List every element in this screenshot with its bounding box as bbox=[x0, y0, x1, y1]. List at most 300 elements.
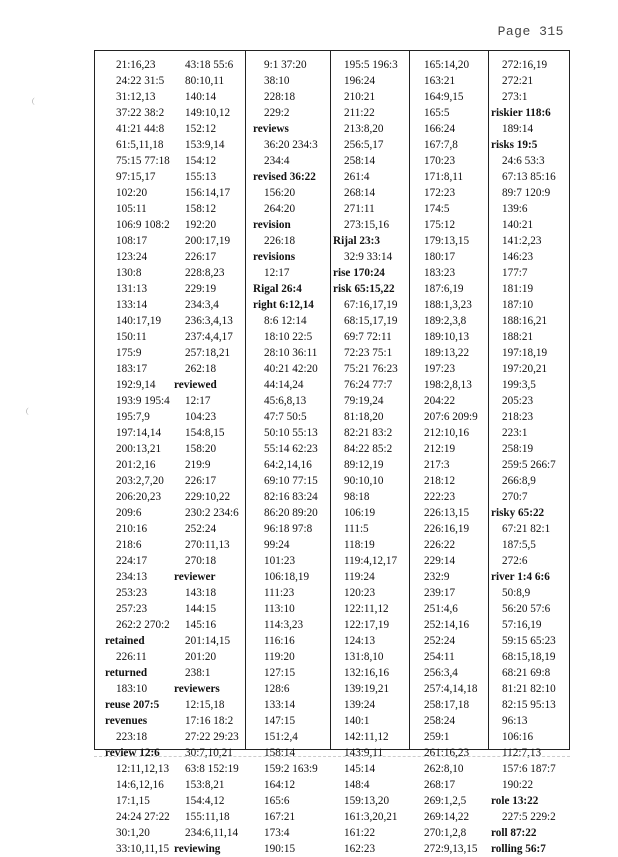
index-reference: 75:21 76:23 bbox=[344, 363, 398, 375]
index-reference: 210:16 bbox=[116, 523, 148, 535]
index-reference: 102:20 bbox=[116, 187, 148, 199]
index-reference: 112:7,13 bbox=[502, 747, 542, 759]
index-reference: 120:23 bbox=[344, 587, 376, 599]
index-reference: 106:18,19 bbox=[264, 571, 310, 583]
index-reference: 187:10 bbox=[502, 299, 534, 311]
index-reference: 258:24 bbox=[424, 715, 456, 727]
index-term: reviewers bbox=[174, 683, 220, 695]
index-reference: 273:15,16 bbox=[344, 219, 390, 231]
index-reference: 217:3 bbox=[424, 459, 450, 471]
index-reference: 162:23 bbox=[344, 843, 376, 855]
index-term: Rigal 26:4 bbox=[253, 283, 302, 295]
index-reference: 56:20 57:6 bbox=[502, 603, 551, 615]
index-reference: 145:14 bbox=[344, 763, 376, 775]
column-divider bbox=[409, 51, 410, 749]
index-reference: 82:21 83:2 bbox=[344, 427, 393, 439]
index-reference: 269:1,2,5 bbox=[424, 795, 467, 807]
index-reference: 207:6 209:9 bbox=[424, 411, 478, 423]
index-reference: 143:18 bbox=[185, 587, 217, 599]
index-reference: 32:9 33:14 bbox=[344, 251, 393, 263]
index-column-4 bbox=[333, 57, 408, 855]
index-reference: 144:15 bbox=[185, 603, 217, 615]
index-term: riskier 118:6 bbox=[491, 107, 551, 119]
index-reference: 143:9,11 bbox=[344, 747, 384, 759]
index-reference: 228:8,23 bbox=[185, 267, 225, 279]
index-reference: 193:9 195:4 bbox=[116, 395, 170, 407]
index-reference: 205:23 bbox=[502, 395, 534, 407]
index-term: returned bbox=[105, 667, 148, 679]
index-reference: 256:3,4 bbox=[424, 667, 458, 679]
column-divider bbox=[245, 51, 246, 749]
index-reference: 188:1,3,23 bbox=[424, 299, 472, 311]
index-column-5 bbox=[413, 57, 487, 855]
index-reference: 257:23 bbox=[116, 603, 148, 615]
index-reference: 124:13 bbox=[344, 635, 376, 647]
index-reference: 81:18,20 bbox=[344, 411, 384, 423]
index-reference: 159:13,20 bbox=[344, 795, 390, 807]
index-reference: 259:5 266:7 bbox=[502, 459, 556, 471]
index-reference: 262:18 bbox=[185, 363, 217, 375]
index-reference: 230:2 234:6 bbox=[185, 507, 239, 519]
index-reference: 158:20 bbox=[185, 443, 217, 455]
index-reference: 195:5 196:3 bbox=[344, 59, 398, 71]
index-reference: 127:15 bbox=[264, 667, 296, 679]
index-reference: 183:17 bbox=[116, 363, 148, 375]
index-reference: 68:15,17,19 bbox=[344, 315, 398, 327]
index-reference: 256:5,17 bbox=[344, 139, 384, 151]
index-reference: 183:23 bbox=[424, 267, 456, 279]
index-reference: 164:9,15 bbox=[424, 91, 464, 103]
index-reference: 273:1 bbox=[502, 91, 528, 103]
index-reference: 40:21 42:20 bbox=[264, 363, 318, 375]
index-reference: 139:19,21 bbox=[344, 683, 390, 695]
index-reference: 24:22 31:5 bbox=[116, 75, 165, 87]
index-reference: 177:7 bbox=[502, 267, 528, 279]
index-reference: 76:24 77:7 bbox=[344, 379, 393, 391]
index-reference: 252:24 bbox=[185, 523, 217, 535]
index-reference: 141:2,23 bbox=[502, 235, 542, 247]
index-reference: 222:23 bbox=[424, 491, 456, 503]
index-term: rolling 56:7 bbox=[491, 843, 546, 855]
index-reference: 150:11 bbox=[116, 331, 147, 343]
index-reference: 63:8 152:19 bbox=[185, 763, 239, 775]
index-reference: 146:23 bbox=[502, 251, 534, 263]
index-reference: 64:2,14,16 bbox=[264, 459, 312, 471]
index-reference: 223:1 bbox=[502, 427, 528, 439]
index-reference: 154:8,15 bbox=[185, 427, 225, 439]
index-reference: 33:10,11,15 bbox=[116, 843, 170, 855]
index-reference: 218:6 bbox=[116, 539, 142, 551]
index-reference: 41:21 44:8 bbox=[116, 123, 165, 135]
index-reference: 84:22 85:2 bbox=[344, 443, 393, 455]
index-reference: 118:19 bbox=[344, 539, 375, 551]
index-reference: 111:23 bbox=[264, 587, 295, 599]
index-reference: 239:17 bbox=[424, 587, 456, 599]
index-reference: 234:4 bbox=[264, 155, 290, 167]
index-reference: 226:18 bbox=[264, 235, 296, 247]
index-reference: 98:18 bbox=[344, 491, 370, 503]
index-reference: 31:12,13 bbox=[116, 91, 156, 103]
index-reference: 50:10 55:13 bbox=[264, 427, 318, 439]
index-reference: 213:8,20 bbox=[344, 123, 384, 135]
index-reference: 69:10 77:15 bbox=[264, 475, 318, 487]
index-reference: 187:6,19 bbox=[424, 283, 464, 295]
index-reference: 106:19 bbox=[344, 507, 376, 519]
index-reference: 264:20 bbox=[264, 203, 296, 215]
index-term: right 6:12,14 bbox=[253, 299, 314, 311]
index-reference: 101:23 bbox=[264, 555, 296, 567]
index-reference: 154:12 bbox=[185, 155, 217, 167]
index-reference: 170:23 bbox=[424, 155, 456, 167]
index-reference: 155:11,18 bbox=[185, 811, 230, 823]
index-reference: 259:1 bbox=[424, 731, 450, 743]
index-reference: 159:2 163:9 bbox=[264, 763, 318, 775]
index-term: revisions bbox=[253, 251, 296, 263]
index-reference: 272:6 bbox=[502, 555, 528, 567]
index-reference: 147:15 bbox=[264, 715, 296, 727]
index-reference: 131:13 bbox=[116, 283, 148, 295]
index-reference: 180:17 bbox=[424, 251, 456, 263]
index-reference: 219:9 bbox=[185, 459, 211, 471]
index-reference: 139:6 bbox=[502, 203, 528, 215]
index-term: reviewed bbox=[174, 379, 217, 391]
index-reference: 8:6 12:14 bbox=[264, 315, 307, 327]
index-reference: 197:20,21 bbox=[502, 363, 548, 375]
index-reference: 106:9 108:2 bbox=[116, 219, 170, 231]
index-reference: 140:14 bbox=[185, 91, 217, 103]
index-reference: 67:13 85:16 bbox=[502, 171, 556, 183]
index-term: retained bbox=[105, 635, 145, 647]
index-reference: 181:19 bbox=[502, 283, 534, 295]
index-term: revenues bbox=[105, 715, 148, 727]
index-reference: 218:23 bbox=[502, 411, 534, 423]
index-term: risk 65:15,22 bbox=[333, 283, 395, 295]
index-reference: 237:4,4,17 bbox=[185, 331, 233, 343]
index-reference: 17:1,15 bbox=[116, 795, 150, 807]
index-term: risky 65:22 bbox=[491, 507, 545, 519]
index-reference: 28:10 36:11 bbox=[264, 347, 318, 359]
index-reference: 166:24 bbox=[424, 123, 456, 135]
word-index-table bbox=[94, 50, 570, 855]
index-reference: 27:22 29:23 bbox=[185, 731, 239, 743]
index-reference: 188:21 bbox=[502, 331, 534, 343]
index-reference: 189:2,3,8 bbox=[424, 315, 467, 327]
scan-mark: ﹙ bbox=[22, 404, 33, 417]
index-reference: 261:4 bbox=[344, 171, 370, 183]
index-reference: 188:16,21 bbox=[502, 315, 548, 327]
index-reference: 161:22 bbox=[344, 827, 376, 839]
index-reference: 268:14 bbox=[344, 187, 376, 199]
index-reference: 209:6 bbox=[116, 507, 142, 519]
index-reference: 151:2,4 bbox=[264, 731, 298, 743]
index-reference: 57:16,19 bbox=[502, 619, 542, 631]
index-reference: 203:2,7,20 bbox=[116, 475, 164, 487]
index-reference: 270:18 bbox=[185, 555, 217, 567]
index-reference: 108:17 bbox=[116, 235, 148, 247]
index-reference: 253:23 bbox=[116, 587, 148, 599]
index-reference: 116:16 bbox=[264, 635, 295, 647]
index-reference: 96:18 97:8 bbox=[264, 523, 313, 535]
index-term: river 1:4 6:6 bbox=[491, 571, 550, 583]
index-reference: 272:16,19 bbox=[502, 59, 548, 71]
index-reference: 175:12 bbox=[424, 219, 456, 231]
index-reference: 12:17 bbox=[264, 267, 290, 279]
index-reference: 122:11,12 bbox=[344, 603, 389, 615]
index-term: review 12:6 bbox=[105, 747, 160, 759]
index-reference: 189:14 bbox=[502, 123, 534, 135]
index-reference: 204:22 bbox=[424, 395, 456, 407]
index-reference: 258:14 bbox=[344, 155, 376, 167]
index-reference: 192:20 bbox=[185, 219, 217, 231]
index-reference: 30:7,10,21 bbox=[185, 747, 233, 759]
index-reference: 206:20,23 bbox=[116, 491, 162, 503]
index-reference: 270:11,13 bbox=[185, 539, 230, 551]
index-reference: 148:4 bbox=[344, 779, 370, 791]
index-reference: 24:24 27:22 bbox=[116, 811, 170, 823]
index-reference: 18:10 22:5 bbox=[264, 331, 313, 343]
index-reference: 172:23 bbox=[424, 187, 456, 199]
index-reference: 187:5,5 bbox=[502, 539, 536, 551]
index-reference: 128:6 bbox=[264, 683, 290, 695]
index-reference: 119:4,12,17 bbox=[344, 555, 398, 567]
index-reference: 68:15,18,19 bbox=[502, 651, 556, 663]
index-reference: 272:21 bbox=[502, 75, 534, 87]
index-reference: 212:19 bbox=[424, 443, 456, 455]
index-reference: 270:7 bbox=[502, 491, 528, 503]
index-reference: 226:11 bbox=[116, 651, 147, 663]
index-reference: 211:22 bbox=[344, 107, 375, 119]
index-reference: 257:4,14,18 bbox=[424, 683, 478, 695]
index-column-1 bbox=[105, 57, 171, 855]
index-reference: 47:7 50:5 bbox=[264, 411, 307, 423]
index-reference: 189:10,13 bbox=[424, 331, 470, 343]
index-reference: 89:7 120:9 bbox=[502, 187, 551, 199]
index-reference: 238:1 bbox=[185, 667, 211, 679]
index-reference: 179:13,15 bbox=[424, 235, 470, 247]
index-reference: 175:9 bbox=[116, 347, 142, 359]
index-reference: 201:2,16 bbox=[116, 459, 156, 471]
index-reference: 200:17,19 bbox=[185, 235, 231, 247]
index-reference: 36:20 234:3 bbox=[264, 139, 318, 151]
index-reference: 258:19 bbox=[502, 443, 534, 455]
index-reference: 82:16 83:24 bbox=[264, 491, 318, 503]
index-reference: 153:8,21 bbox=[185, 779, 225, 791]
index-reference: 24:6 53:3 bbox=[502, 155, 545, 167]
footer-rule bbox=[94, 756, 570, 757]
index-reference: 133:14 bbox=[116, 299, 148, 311]
index-reference: 167:21 bbox=[264, 811, 296, 823]
page-number: Page 315 bbox=[497, 24, 564, 39]
index-reference: 157:6 187:7 bbox=[502, 763, 556, 775]
index-reference: 68:21 69:8 bbox=[502, 667, 551, 679]
index-reference: 269:14,22 bbox=[424, 811, 470, 823]
index-reference: 142:11,12 bbox=[344, 731, 389, 743]
index-reference: 38:10 bbox=[264, 75, 290, 87]
index-reference: 228:18 bbox=[264, 91, 296, 103]
index-reference: 254:11 bbox=[424, 651, 455, 663]
index-reference: 30:1,20 bbox=[116, 827, 150, 839]
index-term: reuse 207:5 bbox=[105, 699, 160, 711]
index-reference: 251:4,6 bbox=[424, 603, 458, 615]
index-reference: 140:1 bbox=[344, 715, 370, 727]
index-reference: 55:14 62:23 bbox=[264, 443, 318, 455]
index-reference: 252:24 bbox=[424, 635, 456, 647]
index-reference: 104:23 bbox=[185, 411, 217, 423]
index-reference: 72:23 75:1 bbox=[344, 347, 393, 359]
index-reference: 226:17 bbox=[185, 251, 217, 263]
index-reference: 252:14,16 bbox=[424, 619, 470, 631]
index-term: reviewing bbox=[174, 843, 221, 855]
index-reference: 12:17 bbox=[185, 395, 211, 407]
index-reference: 190:15 bbox=[264, 843, 296, 855]
index-reference: 86:20 89:20 bbox=[264, 507, 318, 519]
index-reference: 226:13,15 bbox=[424, 507, 470, 519]
index-reference: 140:21 bbox=[502, 219, 534, 231]
index-reference: 234:13 bbox=[116, 571, 148, 583]
index-reference: 14:6,12,16 bbox=[116, 779, 164, 791]
index-reference: 226:22 bbox=[424, 539, 456, 551]
index-reference: 69:7 72:11 bbox=[344, 331, 392, 343]
index-reference: 195:7,9 bbox=[116, 411, 150, 423]
index-term: reviewer bbox=[174, 571, 216, 583]
index-reference: 37:22 38:2 bbox=[116, 107, 165, 119]
index-reference: 167:7,8 bbox=[424, 139, 458, 151]
index-reference: 266:8,9 bbox=[502, 475, 536, 487]
index-reference: 67:16,17,19 bbox=[344, 299, 398, 311]
index-term: Rijal 23:3 bbox=[333, 235, 380, 247]
index-term: revision bbox=[253, 219, 291, 231]
index-reference: 198:2,8,13 bbox=[424, 379, 472, 391]
index-reference: 236:3,4,13 bbox=[185, 315, 233, 327]
index-reference: 173:4 bbox=[264, 827, 290, 839]
index-reference: 97:15,17 bbox=[116, 171, 156, 183]
index-term: revised 36:22 bbox=[253, 171, 316, 183]
index-reference: 155:13 bbox=[185, 171, 217, 183]
index-reference: 59:15 65:23 bbox=[502, 635, 556, 647]
index-reference: 119:20 bbox=[264, 651, 295, 663]
column-divider bbox=[330, 51, 331, 749]
index-reference: 201:20 bbox=[185, 651, 217, 663]
index-reference: 165:14,20 bbox=[424, 59, 470, 71]
index-reference: 81:21 82:10 bbox=[502, 683, 556, 695]
index-reference: 197:18,19 bbox=[502, 347, 548, 359]
scan-mark: ﹙ bbox=[28, 94, 39, 107]
index-reference: 229:14 bbox=[424, 555, 456, 567]
index-reference: 196:24 bbox=[344, 75, 376, 87]
index-reference: 106:16 bbox=[502, 731, 534, 743]
index-reference: 258:17,18 bbox=[424, 699, 470, 711]
index-reference: 271:11 bbox=[344, 203, 375, 215]
index-reference: 122:17,19 bbox=[344, 619, 390, 631]
index-reference: 156:14,17 bbox=[185, 187, 231, 199]
index-reference: 119:24 bbox=[344, 571, 375, 583]
index-reference: 232:9 bbox=[424, 571, 450, 583]
index-reference: 67:21 82:1 bbox=[502, 523, 551, 535]
index-reference: 212:10,16 bbox=[424, 427, 470, 439]
index-reference: 145:16 bbox=[185, 619, 217, 631]
index-reference: 227:5 229:2 bbox=[502, 811, 556, 823]
index-column-2 bbox=[174, 57, 244, 855]
index-reference: 82:15 95:13 bbox=[502, 699, 556, 711]
index-reference: 45:6,8,13 bbox=[264, 395, 307, 407]
index-term: risks 19:5 bbox=[491, 139, 538, 151]
index-reference: 80:10,11 bbox=[185, 75, 225, 87]
index-reference: 130:8 bbox=[116, 267, 142, 279]
index-reference: 257:18,21 bbox=[185, 347, 231, 359]
index-reference: 161:3,20,21 bbox=[344, 811, 398, 823]
index-reference: 131:8,10 bbox=[344, 651, 384, 663]
index-reference: 154:4,12 bbox=[185, 795, 225, 807]
index-reference: 75:15 77:18 bbox=[116, 155, 170, 167]
index-reference: 158:12 bbox=[185, 203, 217, 215]
index-reference: 9:1 37:20 bbox=[264, 59, 307, 71]
index-reference: 79:19,24 bbox=[344, 395, 384, 407]
index-reference: 99:24 bbox=[264, 539, 290, 551]
index-reference: 270:1,2,8 bbox=[424, 827, 467, 839]
index-reference: 189:13,22 bbox=[424, 347, 470, 359]
index-reference: 224:17 bbox=[116, 555, 148, 567]
index-reference: 111:5 bbox=[344, 523, 369, 535]
index-reference: 123:24 bbox=[116, 251, 148, 263]
index-reference: 268:17 bbox=[424, 779, 456, 791]
index-reference: 105:11 bbox=[116, 203, 147, 215]
index-reference: 199:3,5 bbox=[502, 379, 536, 391]
index-reference: 43:18 55:6 bbox=[185, 59, 234, 71]
index-reference: 226:16,19 bbox=[424, 523, 470, 535]
index-reference: 140:17,19 bbox=[116, 315, 162, 327]
index-reference: 229:19 bbox=[185, 283, 217, 295]
index-reference: 152:12 bbox=[185, 123, 217, 135]
index-reference: 17:16 18:2 bbox=[185, 715, 234, 727]
index-reference: 229:2 bbox=[264, 107, 290, 119]
index-reference: 90:10,10 bbox=[344, 475, 384, 487]
index-reference: 12:11,12,13 bbox=[116, 763, 170, 775]
index-reference: 158:14 bbox=[264, 747, 296, 759]
index-reference: 153:9,14 bbox=[185, 139, 225, 151]
index-reference: 171:8,11 bbox=[424, 171, 464, 183]
column-divider bbox=[488, 51, 489, 749]
index-reference: 190:22 bbox=[502, 779, 534, 791]
index-reference: 197:23 bbox=[424, 363, 456, 375]
index-reference: 197:14,14 bbox=[116, 427, 162, 439]
index-reference: 21:16,23 bbox=[116, 59, 156, 71]
index-reference: 226:17 bbox=[185, 475, 217, 487]
index-reference: 156:20 bbox=[264, 187, 296, 199]
index-reference: 164:12 bbox=[264, 779, 296, 791]
index-reference: 114:3,23 bbox=[264, 619, 304, 631]
index-reference: 149:10,12 bbox=[185, 107, 231, 119]
index-term: reviews bbox=[253, 123, 289, 135]
index-reference: 61:5,11,18 bbox=[116, 139, 164, 151]
index-reference: 44:14,24 bbox=[264, 379, 304, 391]
index-reference: 229:10,22 bbox=[185, 491, 231, 503]
index-column-3 bbox=[253, 57, 327, 855]
index-reference: 50:8,9 bbox=[502, 587, 531, 599]
index-term: rise 170:24 bbox=[333, 267, 385, 279]
index-reference: 200:13,21 bbox=[116, 443, 162, 455]
index-column-6 bbox=[491, 57, 569, 855]
index-reference: 210:21 bbox=[344, 91, 376, 103]
index-term: role 13:22 bbox=[491, 795, 539, 807]
index-reference: 174:5 bbox=[424, 203, 450, 215]
index-reference: 218:12 bbox=[424, 475, 456, 487]
index-reference: 192:9,14 bbox=[116, 379, 156, 391]
index-reference: 12:15,18 bbox=[185, 699, 225, 711]
index-reference: 165:5 bbox=[424, 107, 450, 119]
index-reference: 262:2 270:2 bbox=[116, 619, 170, 631]
index-reference: 261:16,23 bbox=[424, 747, 470, 759]
index-reference: 234:6,11,14 bbox=[185, 827, 239, 839]
